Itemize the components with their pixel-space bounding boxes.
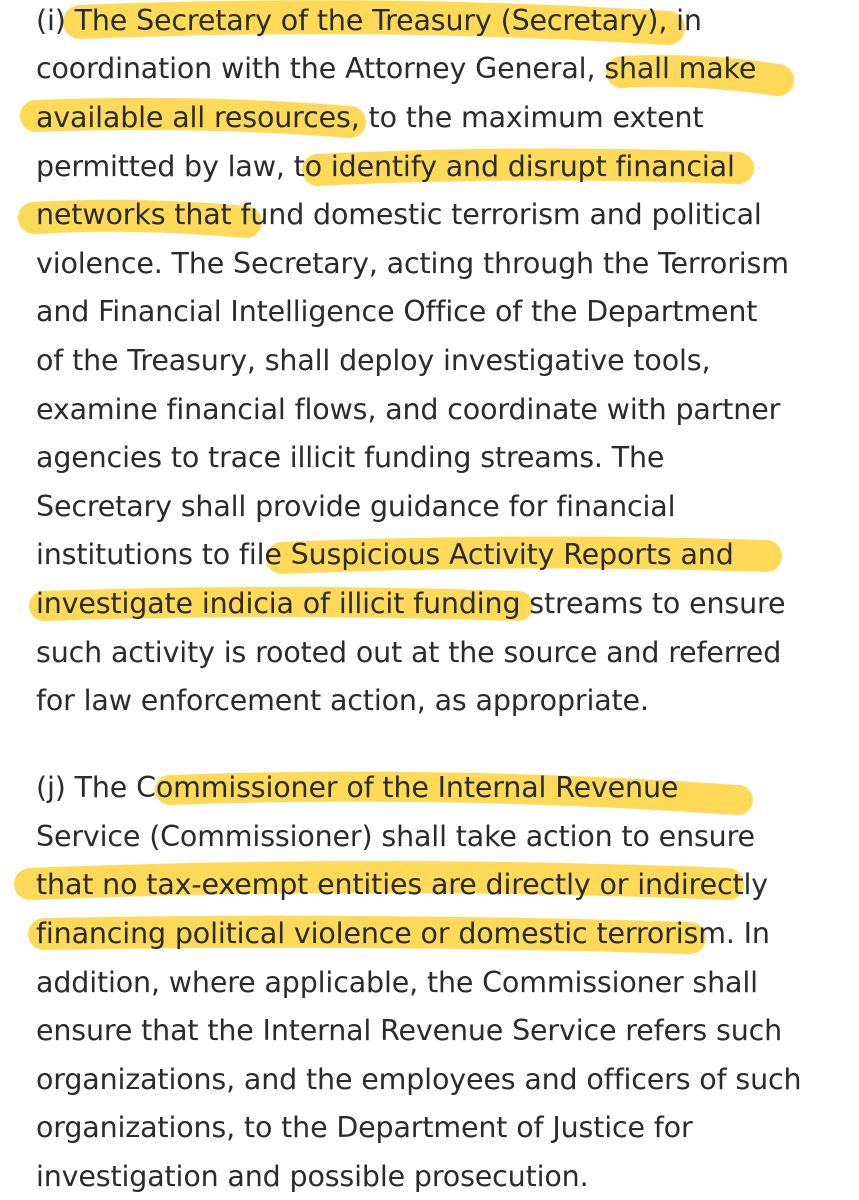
paragraph-i-line: agencies to trace illicit funding streams. The	[36, 441, 665, 474]
paragraph-i-line: such activity is rooted out at the source and referred	[36, 636, 782, 669]
paragraph-i-line: (i) The Secretary of the Treasury (Secretary), in	[36, 4, 702, 37]
paragraph-j-line: financing political violence or domestic terrorism. In	[36, 917, 770, 950]
paragraph-i-line: available all resources, to the maximum extent	[36, 101, 704, 134]
paragraph-i-line: coordination with the Attorney General, shall make	[36, 52, 757, 85]
paragraph-i-line: examine financial flows, and coordinate with partner	[36, 393, 781, 426]
paragraph-j-line: that no tax-exempt entities are directly or indirectly	[36, 868, 768, 901]
paragraph-i-line: networks that fund domestic terrorism and political	[36, 198, 762, 231]
paragraph-i-line: permitted by law, to identify and disrupt financial	[36, 150, 735, 183]
paragraph-i-line: Secretary shall provide guidance for financial	[36, 490, 676, 523]
paragraph-j-line: (j) The Commissioner of the Internal Revenue	[36, 771, 679, 804]
paragraph-j-line: Service (Commissioner) shall take action to ensure	[36, 820, 755, 853]
paragraph-i-line: and Financial Intelligence Office of the Department	[36, 295, 758, 328]
paragraph-j-line: organizations, and the employees and officers of such	[36, 1063, 802, 1096]
paragraph-i-line: for law enforcement action, as appropriate.	[36, 684, 649, 717]
paragraph-j-line: organizations, to the Department of Justice for	[36, 1111, 693, 1144]
paragraph-i-line: institutions to file Suspicious Activity Reports and	[36, 538, 734, 571]
paragraph-i-line: of the Treasury, shall deploy investigative tools,	[36, 344, 711, 377]
paragraph-i-line: investigate indicia of illicit funding streams to ensure	[36, 587, 786, 620]
paragraph-j-line: addition, where applicable, the Commissioner shall	[36, 966, 758, 999]
paragraph-j-line: ensure that the Internal Revenue Service refers such	[36, 1014, 783, 1047]
paragraph-i-line: violence. The Secretary, acting through the Terrorism	[36, 247, 789, 280]
paragraph-j-line: investigation and possible prosecution.	[36, 1160, 589, 1193]
